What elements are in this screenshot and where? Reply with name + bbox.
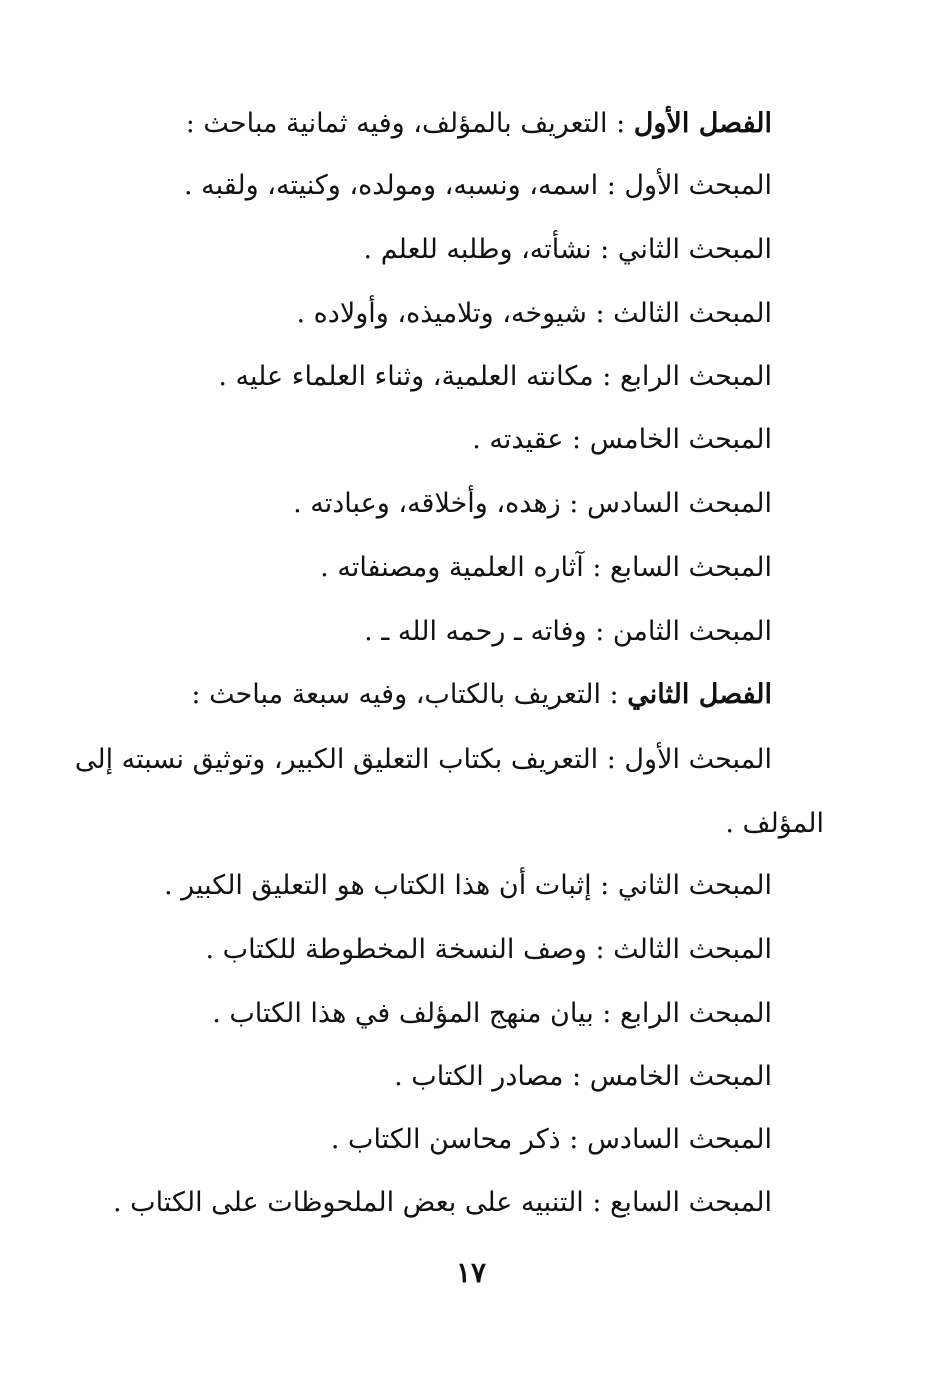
chapter-2-description: : التعريف بالكتاب، وفيه سبعة مباحث : (191, 679, 619, 710)
chapter-1-item-4: المبحث الرابع : مكانته العلمية، وثناء العلماء عليه . (218, 361, 772, 392)
chapter-1-item-8: المبحث الثامن : وفاته ـ رحمه الله ـ . (364, 616, 772, 647)
chapter-2-item-3: المبحث الثالث : وصف النسخة المخطوطة للكتاب . (205, 934, 772, 965)
chapter-2-item-5: المبحث الخامس : مصادر الكتاب . (394, 1061, 772, 1092)
chapter-2-heading (191, 675, 772, 715)
chapter-2-item-1-line-2: المؤلف . (725, 808, 824, 839)
chapter-1-item-5: المبحث الخامس : عقيدته . (472, 424, 772, 455)
chapter-2-item-1-line-1: المبحث الأول : التعريف بكتاب التعليق الكبير، وتوثيق نسبته إلى (74, 744, 772, 775)
page-number: ١٧ (455, 1256, 487, 1289)
chapter-1-item-6: المبحث السادس : زهده، وأخلاقه، وعبادته . (293, 488, 772, 519)
chapter-1-item-1: المبحث الأول : اسمه، ونسبه، ومولده، وكنيته، ولقبه . (183, 170, 772, 201)
chapter-2-title: الفصل الثاني (627, 679, 772, 710)
chapter-1-item-3: المبحث الثالث : شيوخه، وتلاميذه، وأولاده . (296, 298, 772, 329)
chapter-2-item-2: المبحث الثاني : إثبات أن هذا الكتاب هو التعليق الكبير . (163, 870, 772, 901)
chapter-1-item-7: المبحث السابع : آثاره العلمية ومصنفاته . (320, 552, 772, 583)
chapter-2-item-7: المبحث السابع : التنبيه على بعض الملحوظات على الكتاب . (112, 1187, 772, 1218)
chapter-1-heading (186, 104, 772, 144)
chapter-2-item-6: المبحث السادس : ذكر محاسن الكتاب . (330, 1124, 772, 1155)
chapter-1-title: الفصل الأول (633, 108, 772, 139)
chapter-2-item-4: المبحث الرابع : بيان منهج المؤلف في هذا الكتاب . (212, 998, 772, 1029)
chapter-1-item-2: المبحث الثاني : نشأته، وطلبه للعلم . (363, 234, 772, 265)
chapter-1-description: : التعريف بالمؤلف، وفيه ثمانية مباحث : (185, 108, 626, 139)
